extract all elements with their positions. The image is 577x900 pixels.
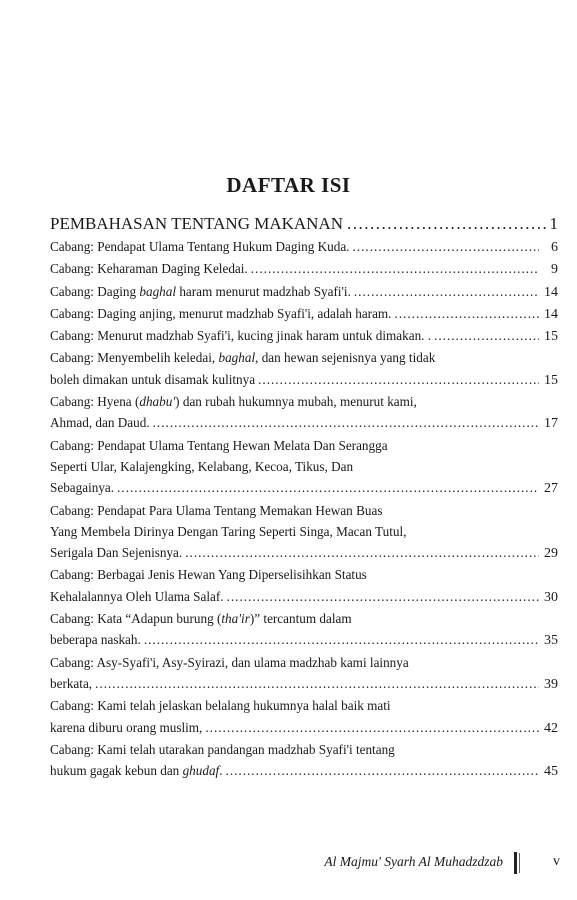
toc-entry-page-number: 29	[544, 546, 558, 562]
toc-entry[interactable]	[50, 500, 558, 565]
toc-entry-page-number: 15	[544, 329, 558, 345]
toc-entry-line: Cabang: Menurut madzhab Syafi'i, kucing jinak haram untuk dimakan. .	[50, 328, 432, 344]
leader-dots	[227, 586, 539, 607]
toc-entry-page-number: 14	[544, 306, 558, 322]
toc-entry[interactable]	[50, 564, 558, 608]
toc-entry[interactable]	[50, 281, 558, 303]
toc-entry-line: karena diburu orang muslim,	[50, 719, 203, 735]
footer-divider	[514, 852, 517, 874]
section-title: PEMBAHASAN TENTANG MAKANAN	[50, 214, 344, 233]
toc-entry[interactable]	[50, 652, 558, 696]
leader-dots	[258, 369, 539, 390]
toc-entry-line: Cabang: Pendapat Ulama Tentang Hewan Melata Dan Serangga	[50, 437, 388, 453]
toc-entry-last-line	[50, 369, 558, 391]
leader-dots	[251, 258, 539, 279]
section-page-number: 1	[549, 214, 558, 233]
toc-entry[interactable]	[50, 391, 558, 435]
toc-entry-line: Sebagainya.	[50, 480, 115, 496]
toc-entry-line: Cabang: Daging anjing, menurut madzhab Syafi'i, adalah haram.	[50, 305, 392, 321]
toc-entry-last-line	[50, 629, 558, 651]
leader-dots	[394, 303, 539, 324]
toc-section-heading[interactable]	[50, 212, 558, 236]
toc-entry-page-number: 17	[544, 416, 558, 432]
toc-entry-line: Cabang: Hyena (dhabu') dan rubah hukumnya mubah, menurut kami,	[50, 394, 417, 410]
leader-dots	[185, 542, 539, 563]
toc-entry[interactable]	[50, 739, 558, 783]
toc-entry-line: Seperti Ular, Kalajengking, Kelabang, Kecoa, Tikus, Dan	[50, 458, 354, 474]
toc-entry-last-line	[50, 586, 558, 608]
toc-entry-page-number: 42	[544, 720, 558, 736]
toc-entry-page-number: 15	[544, 372, 558, 388]
leader-dots	[153, 412, 539, 433]
toc-entry-last-line	[50, 236, 558, 258]
toc-entries	[50, 236, 558, 782]
leader-dots	[226, 760, 539, 781]
leader-dots	[354, 281, 539, 302]
toc-entry[interactable]	[50, 236, 558, 258]
toc-entry-line: Cabang: Kami telah utarakan pandangan madzhab Syafi'i tentang	[50, 741, 395, 757]
toc-entry-page-number: 6	[551, 240, 558, 255]
toc-entry-line: Cabang: Daging baghal haram menurut madzhab Syafi'i.	[50, 283, 351, 299]
toc-entry[interactable]	[50, 347, 558, 391]
running-footer-title: Al Majmu' Syarh Al Muhadzdzab	[324, 854, 503, 869]
toc-entry[interactable]	[50, 258, 558, 280]
toc-entry-line: boleh dimakan untuk disamak kulitnya	[50, 371, 256, 387]
leader-dots	[205, 717, 539, 738]
toc-entry-page-number: 14	[544, 284, 558, 300]
leader-dots	[353, 236, 539, 257]
leader-dots	[434, 325, 539, 346]
toc-entry-last-line	[50, 281, 558, 303]
toc-entry-page-number: 35	[544, 633, 558, 649]
page-title: DAFTAR ISI	[226, 173, 351, 197]
toc-entry-last-line	[50, 258, 558, 280]
toc-entry-last-line	[50, 542, 558, 564]
toc-entry-last-line	[50, 325, 558, 347]
toc-entry-line: Ahmad, dan Daud.	[50, 415, 150, 431]
table-of-contents	[50, 212, 558, 782]
toc-entry-last-line	[50, 717, 558, 739]
footer-page-number: v	[553, 854, 560, 869]
toc-entry-line: beberapa naskah.	[50, 632, 141, 648]
toc-entry-line: hukum gagak kebun dan ghudaf.	[50, 763, 223, 779]
toc-entry-line: Cabang: Keharaman Daging Keledai.	[50, 261, 248, 277]
toc-entry-line: berkata,	[50, 675, 93, 691]
toc-entry-line: Cabang: Pendapat Para Ulama Tentang Memakan Hewan Buas	[50, 502, 383, 518]
toc-entry-line: Cabang: Asy-Syafi'i, Asy-Syirazi, dan ulama madzhab kami lainnya	[50, 654, 409, 670]
leader-dots	[117, 477, 539, 498]
toc-entry-page-number: 39	[544, 676, 558, 692]
toc-entry-page-number: 45	[544, 764, 558, 780]
toc-entry[interactable]	[50, 435, 558, 500]
page-footer	[0, 852, 577, 876]
toc-entry-line: Cabang: Pendapat Ulama Tentang Hukum Daging Kuda.	[50, 239, 350, 254]
toc-entry-line: Cabang: Berbagai Jenis Hewan Yang Diperselisihkan Status	[50, 567, 367, 583]
toc-entry[interactable]	[50, 695, 558, 739]
toc-entry-last-line	[50, 673, 558, 695]
leader-dots	[95, 673, 539, 694]
toc-entry-line: Cabang: Kata “Adapun burung (tha'ir)” tercantum dalam	[50, 611, 352, 627]
leader-dots	[347, 212, 545, 236]
toc-entry[interactable]	[50, 303, 558, 325]
toc-entry-last-line	[50, 760, 558, 782]
leader-dots	[144, 629, 539, 650]
toc-entry-last-line	[50, 412, 558, 434]
toc-entry-line: Yang Membela Dirinya Dengan Taring Seperti Singa, Macan Tutul,	[50, 523, 407, 539]
toc-entry-last-line	[50, 303, 558, 325]
toc-entry[interactable]	[50, 608, 558, 652]
toc-entry-page-number: 27	[544, 481, 558, 497]
toc-entry-line: Cabang: Menyembelih keledai, baghal, dan hewan sejenisnya yang tidak	[50, 350, 436, 366]
toc-entry-line: Cabang: Kami telah jelaskan belalang hukumnya halal baik mati	[50, 698, 391, 714]
toc-entry-line: Kehalalannya Oleh Ulama Salaf.	[50, 588, 224, 604]
toc-entry-page-number: 30	[544, 589, 558, 605]
toc-entry-line: Serigala Dan Sejenisnya.	[50, 545, 183, 561]
toc-entry-page-number: 9	[551, 262, 558, 278]
toc-entry[interactable]	[50, 325, 558, 347]
toc-entry-last-line	[50, 477, 558, 499]
